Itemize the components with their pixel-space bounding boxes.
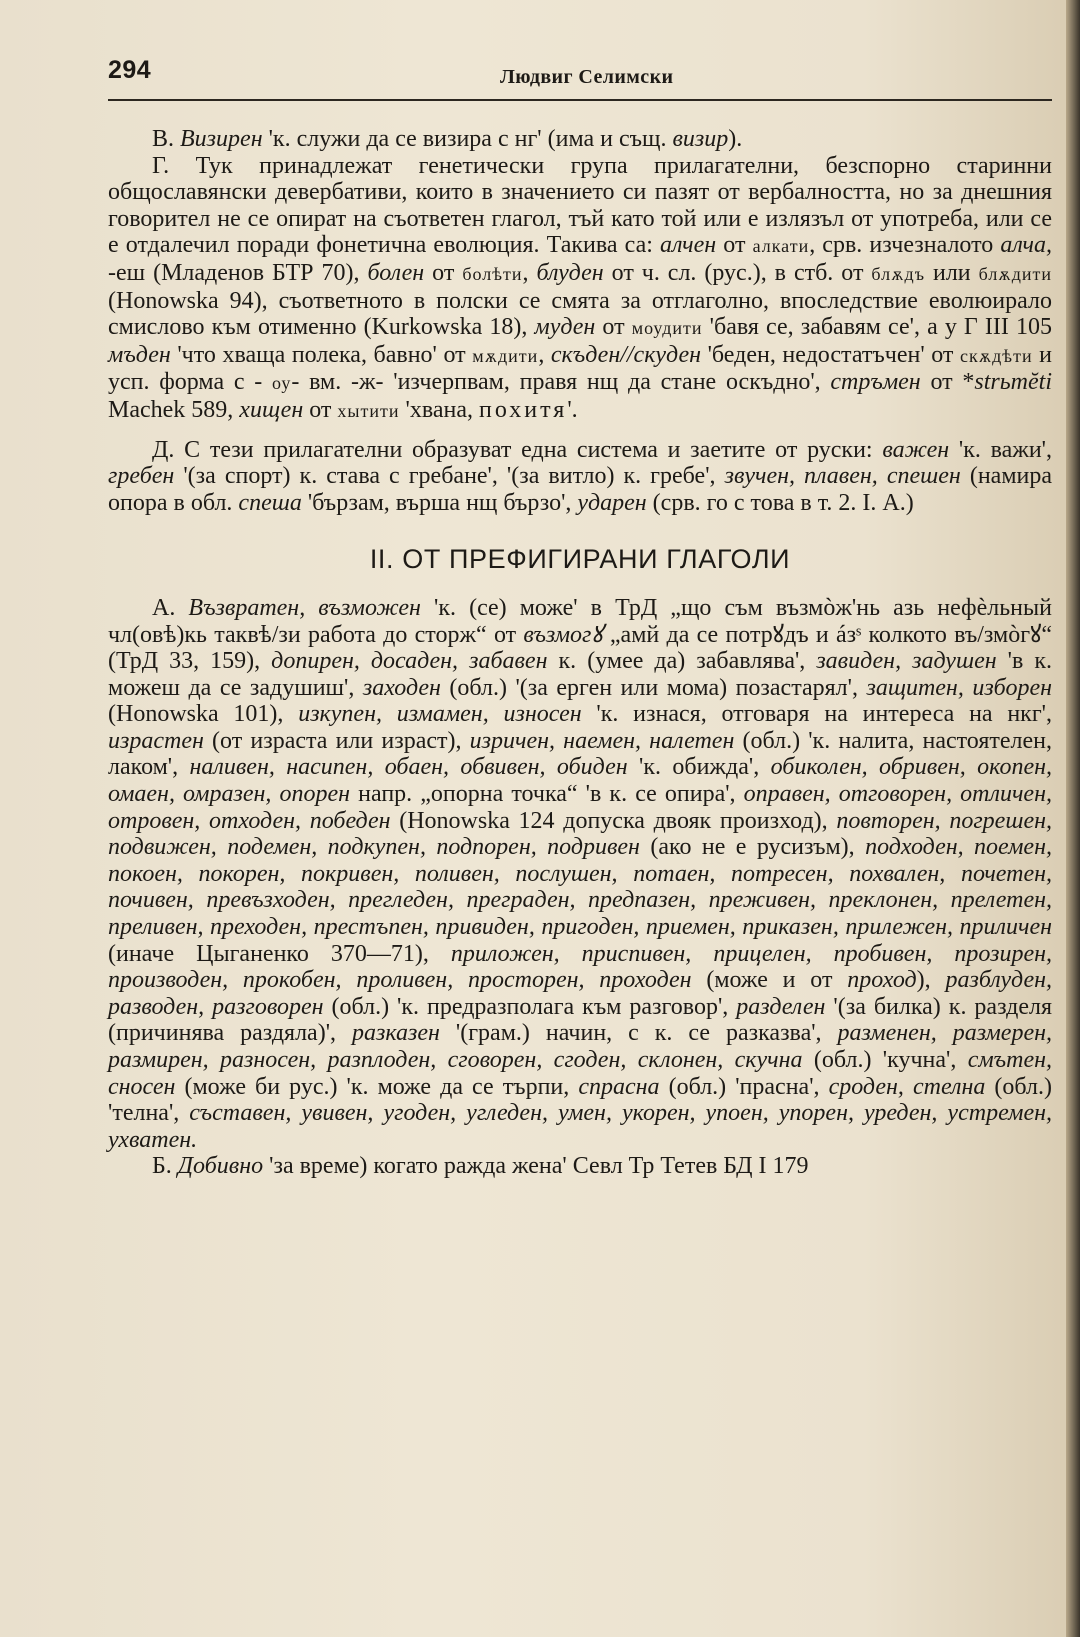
italic-term: муден <box>534 314 596 341</box>
italic-term: съставен, увивен, угоден, угледен, умен, укорен, упоен, упорен, уреден, устремен, ухватен. <box>108 1100 1052 1153</box>
text-run: Б. <box>152 1153 178 1180</box>
old-slavonic-form: скѫдѣти <box>959 345 1033 366</box>
italic-term: визир <box>672 126 729 152</box>
italic-term: скъден//скуден <box>550 341 702 368</box>
italic-term: приложен, приспивен, прицелен, пробивен, прозирен, производен, прокобен, проливен, просторен, проходен <box>108 940 1053 994</box>
italic-term: смътен, сносен <box>108 1047 1053 1100</box>
italic-term: Добивно <box>177 1153 264 1180</box>
text-run: - вм. -ж- 'изчерпвам, правя нщ да стане оскъдно', <box>291 369 831 396</box>
italic-term: защитен, изборен <box>866 674 1052 701</box>
old-slavonic-form: хытити <box>337 400 400 421</box>
text-run: 'к. изнася, отговаря на интереса на нкг', <box>581 701 1053 728</box>
text-run: Г. Тук принадлежат генетически група прилагателни, безспорно старинни общославянски девербативи, които в значението си пазят от вербалността, но за днешния говорител не се опират на съответен глагол, тъй като той или е излязъл от употреба, или се е отдалечил поради фонетична еволюция. Такива са: <box>108 152 1052 259</box>
old-slavonic-form: оу <box>272 373 292 394</box>
text-run: (може и от <box>691 967 848 994</box>
paragraph-b <box>108 1153 1052 1180</box>
italic-term: изкупен, измамен, износен <box>298 701 582 728</box>
text-run: 'беден, недостатъчен' от <box>701 341 960 368</box>
text-run: Д. С тези прилагателни образуват една система и заетите от руски: <box>152 436 883 463</box>
text-run: , <box>538 341 551 368</box>
text-run: (може би рус.) 'к. може да се търпи, <box>175 1073 579 1100</box>
text-run: '(грам.) начин, с к. се разказва', <box>439 1020 838 1047</box>
italic-term: мъден <box>108 341 171 368</box>
text-run: '(за спорт) к. става с гребане', '(за витло) к. гребе', <box>174 463 725 490</box>
italic-term: звучен, плавен, спешен <box>724 463 961 490</box>
text-run: '(за билка) к. разделя (причинява раздяла)', <box>108 993 1052 1047</box>
italic-term: хищен <box>239 396 304 423</box>
text-run: или <box>925 259 979 286</box>
body-text <box>108 126 1052 1180</box>
italic-term: разказен <box>352 1020 440 1047</box>
old-slavonic-form: блѫдъ <box>871 263 926 284</box>
text-run: ). <box>728 126 743 152</box>
text-run: , <box>522 259 537 286</box>
italic-term: оправен, отговорен, отличен, отровен, отходен, победен <box>108 781 1052 834</box>
text-run: 'бързам, върша нщ бързо', <box>301 489 578 516</box>
italic-term: алча, <box>1000 232 1052 259</box>
paragraph-g <box>108 153 1052 425</box>
italic-term: спрасна <box>578 1073 660 1100</box>
paragraph-v <box>108 126 1052 153</box>
text-run: (обл.) 'к. предразполага към разговор', <box>323 993 737 1020</box>
running-title: Людвиг Селимски <box>500 66 674 88</box>
old-slavonic-form: болѣти <box>462 263 523 284</box>
italic-term: Визирен <box>180 126 263 152</box>
italic-term: спеша <box>238 489 302 516</box>
paragraph-a <box>108 595 1052 1153</box>
text-run: -еш (Младенов БТР 70), <box>108 259 368 286</box>
text-run: от * <box>920 369 975 396</box>
text-run: „амй да се потрꙋдъ и áзˢ колкото въ/змòгꙋ“ (ТрД 33, 159), <box>108 621 1052 675</box>
italic-term: алчен <box>660 232 717 259</box>
text-run: 'за време) когато ражда жена' Севл Тр Тетев БД I 179 <box>263 1153 809 1180</box>
text-run: к. (умее да) забавлява', <box>547 648 817 675</box>
italic-term: Възвратен, възможен <box>188 594 421 621</box>
italic-term: разделен <box>736 993 826 1020</box>
text-run: от <box>716 232 753 259</box>
text-run: 'хвана, <box>399 396 479 423</box>
text-run: похитя <box>479 396 568 423</box>
italic-term: възмогꙋ <box>523 621 603 648</box>
italic-term: заходен <box>362 674 441 701</box>
text-run: Machek 589, <box>108 396 240 423</box>
italic-term: болен <box>367 259 425 286</box>
old-slavonic-form: блѫдити <box>978 263 1053 284</box>
italic-term: разблуден, разводен, разговорен <box>108 967 1053 1020</box>
italic-term: повторен, погрешен, подвижен, подемен, подкупен, подпорен, подривен <box>108 807 1053 861</box>
italic-term: важен <box>882 436 950 463</box>
text-run: (срв. го с това в т. 2. I. А.) <box>646 489 914 516</box>
text-run: 'что хваща полека, бавно' от <box>170 341 473 368</box>
italic-term: завиден, задушен <box>816 648 997 675</box>
italic-term: проход <box>847 967 917 994</box>
italic-term: strьmĕti <box>974 369 1052 396</box>
old-slavonic-form: мѫдити <box>472 345 539 366</box>
italic-term: блуден <box>536 259 604 286</box>
text-run: 'к. служи да се визира с нг' (има и същ. <box>262 126 673 152</box>
italic-term: подходен, поемен, покоен, покорен, покривен, поливен, послушен, потаен, потресен, похвален, почетен, почивен, превъзходен, прегледен, преграден, предпазен, преживен, преклонен, прелетен, преливен, преходен, престъпен, привиден, пригоден, приемен, приказен, прилежен, приличен <box>108 834 1052 941</box>
page-header <box>108 52 1060 100</box>
text-run: от <box>303 396 338 423</box>
old-slavonic-form: моудити <box>631 318 703 339</box>
text-run: (обл.) 'кучна', <box>802 1047 968 1073</box>
paragraph-d <box>108 437 1052 517</box>
text-run: В. <box>152 126 181 152</box>
text-run: от ч. сл. (рус.), в стб. от <box>603 259 872 286</box>
text-run: (ако не е русизъм), <box>639 834 866 861</box>
italic-term: израстен <box>108 727 204 754</box>
italic-term: наливен, насипен, обаен, обвивен, обиден <box>189 754 628 781</box>
text-run: (обл.) 'к. налита, настоятелен, лаком', <box>108 727 1052 781</box>
text-run: 'к. важи', <box>949 436 1052 463</box>
italic-term: ударен <box>577 489 647 516</box>
text-run: (Honowska 94), съответното в полски се смята за отглаголно, впоследствие еволюирало смислово към отименно (Kurkowska 18), <box>108 287 1052 341</box>
text-run: (Honowska 101), <box>108 701 299 728</box>
header-rule <box>108 99 1052 101</box>
text-run: 'бавя се, забавям се', а у Г III 105 <box>702 314 1052 341</box>
old-slavonic-form: алкати <box>752 236 810 257</box>
italic-term: допирен, досаден, забавен <box>271 648 548 675</box>
text-run: от <box>595 314 632 341</box>
text-run: от <box>424 259 463 286</box>
text-run: (иначе Цыганенко 370—71), <box>108 940 451 967</box>
section-title: II. ОТ ПРЕФИГИРАНИ ГЛАГОЛИ <box>369 544 791 575</box>
italic-term: обиколен, обривен, окопен, омаен, омразен, опорен <box>108 754 1053 808</box>
italic-term: стръмен <box>830 369 921 396</box>
italic-term: сроден, стелна <box>828 1073 986 1100</box>
text-run: 'в к. можеш да се задушиш', <box>108 648 1052 701</box>
text-run: А. <box>152 594 189 621</box>
text-run: 'к. (се) може' в ТрД „що съм възмòж'нь азь нефèльный чл(овѣ)кь таквѣ/зи работа до сторж“ от <box>108 594 1052 648</box>
text-run: (от израста или израст), <box>203 727 470 754</box>
text-run: ), <box>916 967 946 994</box>
text-run: и усп. форма с - <box>108 341 1052 396</box>
text-run: '. <box>567 396 578 423</box>
italic-term: гребен <box>108 463 175 490</box>
text-run: (намира опора в обл. <box>108 463 1053 516</box>
text-run: , срв. изчезналото <box>809 232 1001 259</box>
text-run: (обл.) 'прасна', <box>659 1073 829 1100</box>
page-number: 294 <box>108 56 152 84</box>
text-run: (Honowska 124 допуска двояк произход), <box>390 807 837 834</box>
page-edge-shadow <box>1066 0 1080 1637</box>
italic-term: изричен, наемен, налетен <box>469 727 735 754</box>
text-run: (обл.) 'телна', <box>108 1073 1052 1127</box>
text-run: 'к. обижда', <box>627 754 771 781</box>
italic-term: разменен, размерен, размирен, разносен, разплоден, сговорен, сгоден, склонен, скучна <box>108 1020 1053 1073</box>
text-run: (обл.) '(за ерген или мома) позастарял', <box>440 674 867 701</box>
text-run: напр. „опорна точка“ 'в к. се опира', <box>350 781 744 808</box>
